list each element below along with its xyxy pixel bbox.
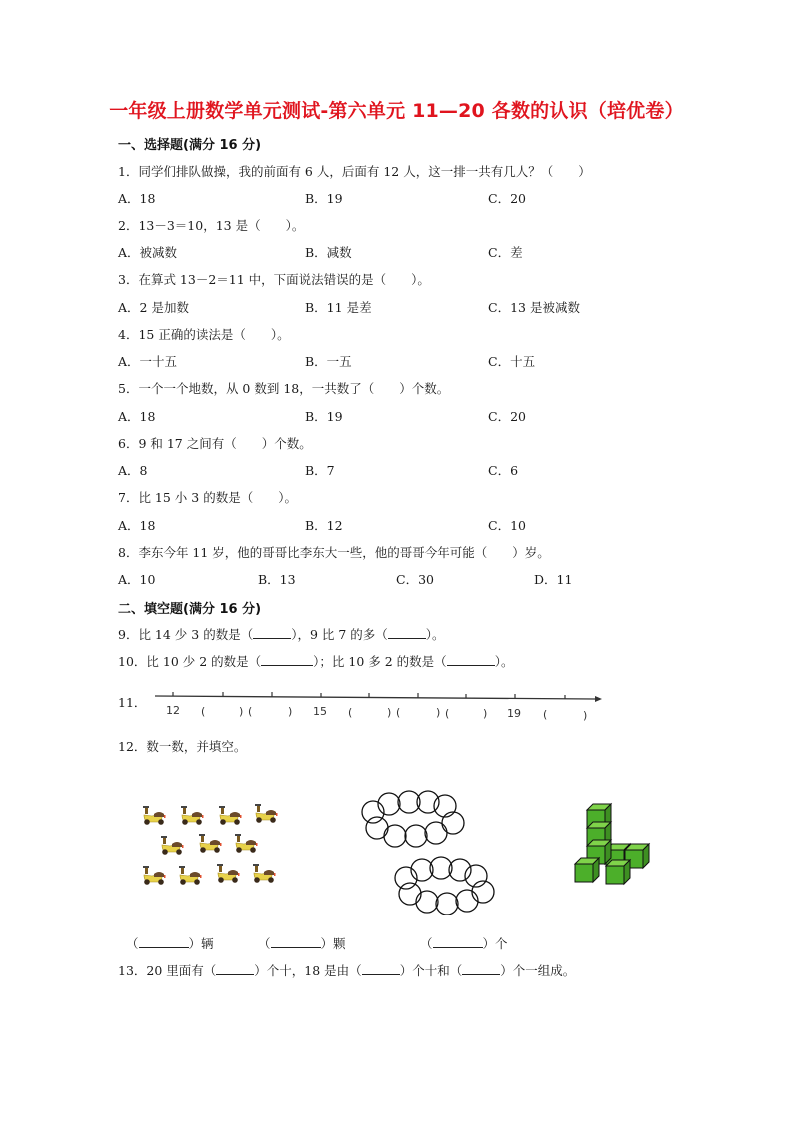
open-paren: （ [126, 936, 139, 951]
q13-text-2: ）个十，18 是由（ [254, 963, 362, 978]
open-paren: （ [258, 936, 271, 951]
answer-blank[interactable] [388, 626, 426, 639]
svg-text:): ) [288, 705, 293, 718]
option-b: B．19 [305, 191, 343, 206]
q10-text-1: 10．比 10 少 2 的数是（ [118, 654, 262, 669]
option-b: B．12 [305, 518, 343, 533]
svg-text:12: 12 [166, 704, 180, 717]
svg-text:): ) [583, 709, 588, 722]
q13-text-4: ）个一组成。 [500, 963, 576, 978]
close-paren: ） [188, 936, 202, 951]
option-b: B．7 [305, 463, 335, 478]
question-7-options [118, 516, 718, 534]
question-6-options [118, 461, 718, 479]
question-3-options [118, 298, 718, 316]
unit-label: 颗 [333, 936, 346, 951]
answer-blank[interactable] [447, 653, 495, 666]
option-a: A．一十五 [118, 354, 178, 369]
question-8-stem: 8．李东今年 11 岁，他的哥哥比李东大一些，他的哥哥今年可能（ ）岁。 [118, 545, 550, 560]
q9-text-2: ），9 比 7 的多（ [291, 627, 388, 642]
q10-text-3: ）。 [494, 654, 514, 669]
svg-text:(: ( [348, 706, 353, 719]
q13-text-1: 13．20 里面有（ [118, 963, 217, 978]
svg-text:(: ( [248, 705, 253, 718]
option-b: B．19 [305, 409, 343, 424]
question-7-stem: 7．比 15 小 3 的数是（ ）。 [118, 490, 297, 505]
svg-text:(: ( [396, 706, 401, 719]
section-heading-fill: 二、填空题(满分 16 分) [118, 602, 262, 617]
option-d: D．11 [534, 572, 573, 587]
q13-text-3: ）个十和（ [399, 963, 463, 978]
question-5-stem: 5．一个一个地数，从 0 数到 18，一共数了（ ）个数。 [118, 381, 450, 396]
svg-text:(: ( [543, 708, 548, 721]
question-8-options [118, 570, 718, 588]
question-11-label: 11． [118, 695, 147, 710]
close-paren: ） [320, 936, 334, 951]
svg-text:): ) [387, 706, 392, 719]
q12-answer-scooters [126, 934, 214, 952]
option-a: A．8 [118, 463, 148, 478]
option-c: C．十五 [488, 354, 536, 369]
svg-text:15: 15 [313, 705, 327, 718]
question-1-stem: 1．同学们排队做操，我的前面有 6 人，后面有 12 人，这一排一共有几人？（ ） [118, 164, 591, 179]
answer-blank[interactable] [433, 935, 483, 948]
option-c: C．10 [488, 518, 526, 533]
answer-blank[interactable] [271, 935, 321, 948]
answer-blank[interactable] [462, 962, 500, 975]
question-12-stem: 12．数一数，并填空。 [118, 739, 247, 754]
svg-text:(: ( [445, 707, 450, 720]
option-c: C．6 [488, 463, 519, 478]
question-13 [118, 961, 575, 979]
scooters-image [138, 800, 298, 892]
option-a: A．10 [118, 572, 156, 587]
option-a: A．被减数 [118, 245, 178, 260]
option-c: C．20 [488, 191, 526, 206]
svg-text:(: ( [201, 705, 206, 718]
option-c: C．差 [488, 245, 523, 260]
option-b: B．减数 [305, 245, 352, 260]
answer-blank[interactable] [139, 935, 189, 948]
question-3-stem: 3．在算式 13－2＝11 中，下面说法错误的是（ ）。 [118, 272, 430, 287]
open-paren: （ [420, 936, 433, 951]
unit-label: 辆 [201, 936, 214, 951]
answer-blank[interactable] [362, 962, 400, 975]
question-6-stem: 6．9 和 17 之间有（ ）个数。 [118, 436, 312, 451]
page-title: 一年级上册数学单元测试-第六单元 11—20 各数的认识（培优卷） [109, 100, 684, 122]
section-heading-choice: 一、选择题(满分 16 分) [118, 138, 262, 153]
q9-text-1: 9．比 14 少 3 的数是（ [118, 627, 254, 642]
option-b: B．一五 [305, 354, 352, 369]
question-9 [118, 625, 445, 643]
answer-blank[interactable] [216, 962, 254, 975]
svg-text:): ) [239, 705, 244, 718]
question-5-options [118, 407, 718, 425]
option-b: B．11 是差 [305, 300, 372, 315]
q10-text-2: ）；比 10 多 2 的数是（ [313, 654, 447, 669]
option-c: C．13 是被减数 [488, 300, 580, 315]
q12-answer-cubes [420, 934, 508, 952]
option-c: C．30 [396, 572, 434, 587]
question-2-options [118, 243, 718, 261]
option-b: B．13 [258, 572, 296, 587]
question-4-options [118, 352, 718, 370]
question-2-stem: 2．13－3＝10，13 是（ ）。 [118, 218, 305, 233]
q9-text-3: ）。 [425, 627, 445, 642]
option-a: A．2 是加数 [118, 300, 189, 315]
option-a: A．18 [118, 518, 156, 533]
option-c: C．20 [488, 409, 526, 424]
number-line-figure [155, 690, 605, 724]
close-paren: ） [482, 936, 496, 951]
svg-text:19: 19 [507, 707, 521, 720]
answer-blank[interactable] [261, 653, 313, 666]
q12-answer-circles [258, 934, 346, 952]
circles-image [355, 790, 500, 915]
svg-text:): ) [436, 706, 441, 719]
question-4-stem: 4．15 正确的读法是（ ）。 [118, 327, 290, 342]
option-a: A．18 [118, 409, 156, 424]
option-a: A．18 [118, 191, 156, 206]
question-1-options [118, 189, 718, 207]
svg-text:): ) [483, 707, 488, 720]
unit-label: 个 [495, 936, 508, 951]
question-10 [118, 652, 513, 670]
answer-blank[interactable] [253, 626, 291, 639]
cubes-image [570, 800, 665, 890]
